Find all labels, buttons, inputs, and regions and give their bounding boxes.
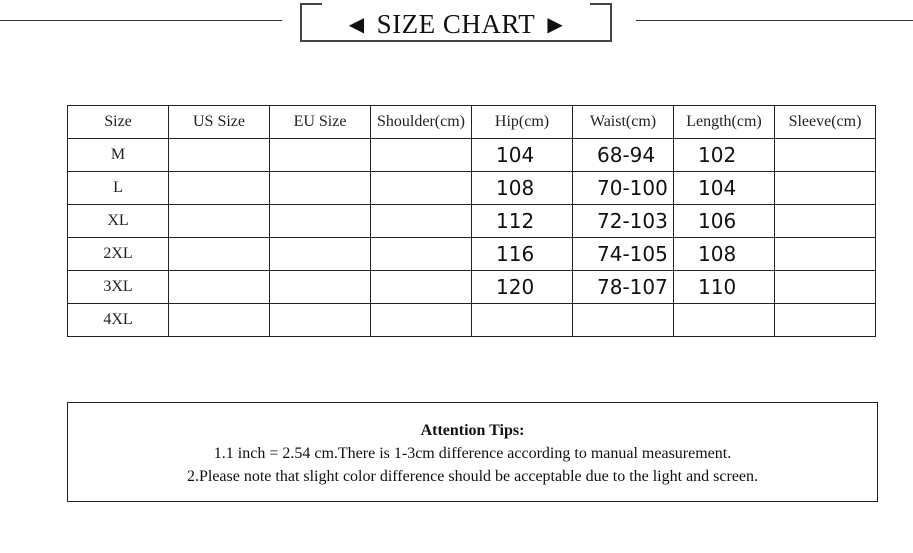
header-sleeve: Sleeve(cm) <box>775 106 876 139</box>
table-row <box>68 304 876 337</box>
header-waist: Waist(cm) <box>573 106 674 139</box>
size-cell: 3XL <box>68 271 169 304</box>
length-cell: 110 <box>674 271 775 304</box>
hip-cell: 120 <box>472 271 573 304</box>
waist-cell: 72-103 <box>573 205 674 238</box>
shoulder-cell <box>371 172 472 205</box>
tips-line-2: 2.Please note that slight color difference should be acceptable due to the light and screen. <box>186 468 759 485</box>
us-size-cell <box>169 304 270 337</box>
table-header-row <box>68 106 876 139</box>
eu-size-cell <box>270 304 371 337</box>
eu-size-cell <box>270 139 371 172</box>
us-size-cell <box>169 139 270 172</box>
tips-heading: Attention Tips: <box>420 422 525 439</box>
header-shoulder: Shoulder(cm) <box>371 106 472 139</box>
arrow-right-icon: ▶ <box>547 13 564 36</box>
hip-cell: 112 <box>472 205 573 238</box>
hip-cell <box>472 304 573 337</box>
shoulder-cell <box>371 271 472 304</box>
waist-cell: 78-107 <box>573 271 674 304</box>
table-row <box>68 238 876 271</box>
header-length: Length(cm) <box>674 106 775 139</box>
hip-cell: 116 <box>472 238 573 271</box>
hip-cell: 104 <box>472 139 573 172</box>
sleeve-cell <box>775 304 876 337</box>
title-banner <box>300 4 612 42</box>
tips-line-1: 1.1 inch = 2.54 cm.There is 1-3cm difference according to manual measurement. <box>213 445 732 462</box>
waist-cell <box>573 304 674 337</box>
header-hip: Hip(cm) <box>472 106 573 139</box>
sleeve-cell <box>775 139 876 172</box>
eu-size-cell <box>270 271 371 304</box>
waist-cell: 70-100 <box>573 172 674 205</box>
table-row <box>68 205 876 238</box>
length-cell: 106 <box>674 205 775 238</box>
table-row <box>68 172 876 205</box>
us-size-cell <box>169 238 270 271</box>
waist-cell: 68-94 <box>573 139 674 172</box>
size-cell: 4XL <box>68 304 169 337</box>
size-chart-table <box>67 105 876 337</box>
eu-size-cell <box>270 172 371 205</box>
length-cell <box>674 304 775 337</box>
size-cell: L <box>68 172 169 205</box>
header-eu-size: EU Size <box>270 106 371 139</box>
attention-tips-box <box>67 402 878 502</box>
header-size: Size <box>68 106 169 139</box>
us-size-cell <box>169 205 270 238</box>
table-row <box>68 271 876 304</box>
us-size-cell <box>169 271 270 304</box>
arrow-left-icon: ◀ <box>348 13 365 36</box>
shoulder-cell <box>371 205 472 238</box>
title-rule-right <box>636 20 913 21</box>
length-cell: 104 <box>674 172 775 205</box>
eu-size-cell <box>270 238 371 271</box>
header-us-size: US Size <box>169 106 270 139</box>
shoulder-cell <box>371 238 472 271</box>
page-title: SIZE CHART <box>376 9 536 39</box>
hip-cell: 108 <box>472 172 573 205</box>
title-rule-left <box>0 20 282 21</box>
sleeve-cell <box>775 238 876 271</box>
shoulder-cell <box>371 139 472 172</box>
size-cell: XL <box>68 205 169 238</box>
size-cell: M <box>68 139 169 172</box>
size-cell: 2XL <box>68 238 169 271</box>
sleeve-cell <box>775 271 876 304</box>
shoulder-cell <box>371 304 472 337</box>
us-size-cell <box>169 172 270 205</box>
length-cell: 108 <box>674 238 775 271</box>
sleeve-cell <box>775 172 876 205</box>
length-cell: 102 <box>674 139 775 172</box>
sleeve-cell <box>775 205 876 238</box>
table-row <box>68 139 876 172</box>
waist-cell: 74-105 <box>573 238 674 271</box>
eu-size-cell <box>270 205 371 238</box>
